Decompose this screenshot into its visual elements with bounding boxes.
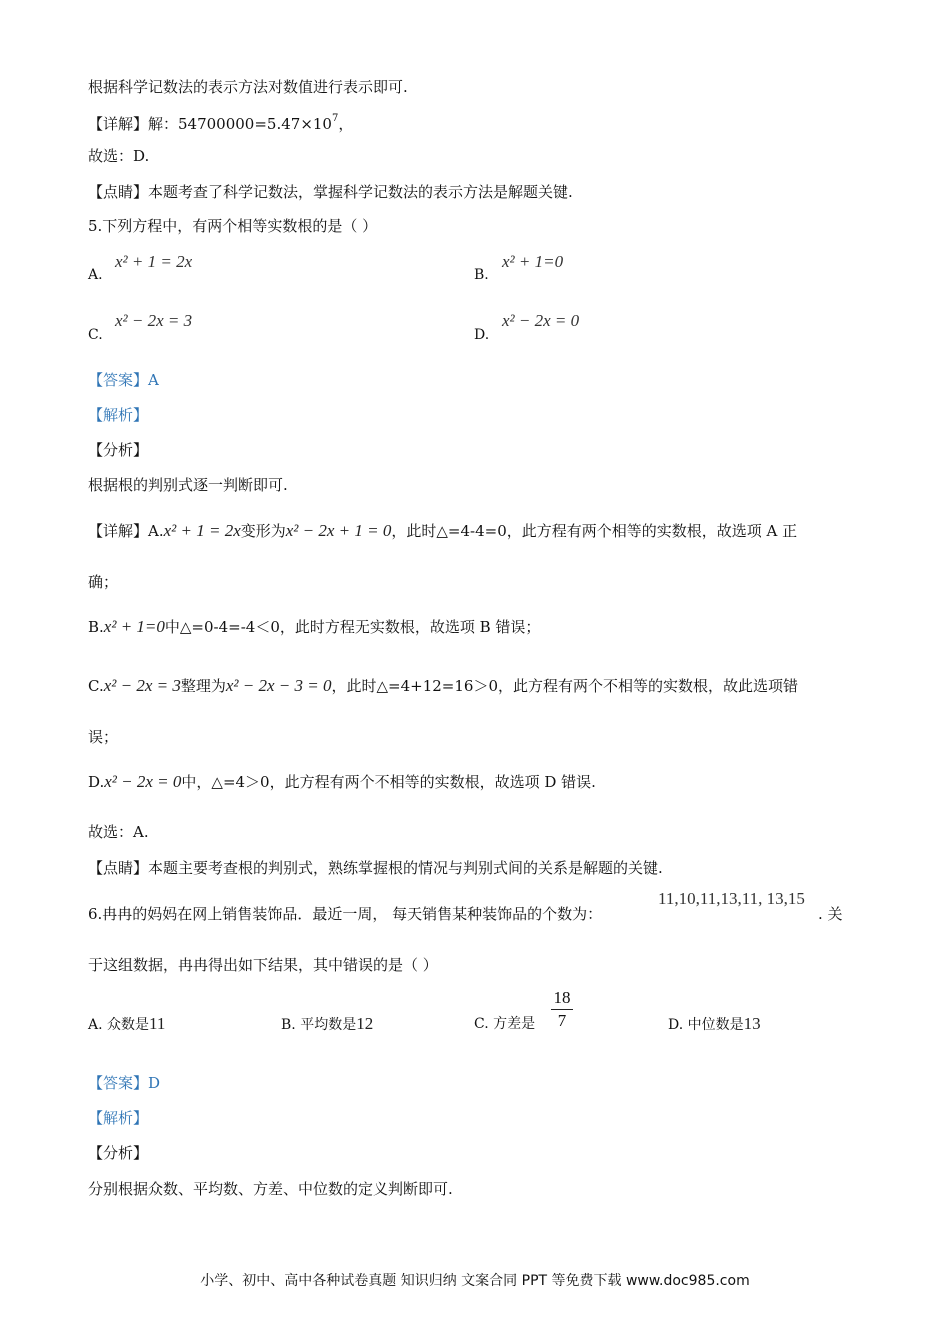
option-b-equation: x² + 1=0 bbox=[502, 252, 564, 271]
q6-stem-end: . 关 bbox=[818, 905, 843, 923]
q6-variance-fraction bbox=[551, 987, 573, 1032]
detail-c-line: C.x² − 2x = 3整理为x² − 2x − 3 = 0，此时△=4+12=16＞0，此方程有两个不相等的实数根，故此选项错 bbox=[88, 676, 798, 695]
q6-fenxi-text: 分别根据众数、平均数、方差、中位数的定义判断即可. bbox=[88, 1180, 453, 1198]
q6-analysis-label: 【解析】 bbox=[88, 1109, 149, 1127]
q6-numbers: 11,10,11,13,11, 13,15 bbox=[658, 889, 805, 908]
fenxi-text: 根据根的判别式逐一判断即可. bbox=[88, 476, 288, 494]
q6-option-d: D. 中位数是13 bbox=[668, 1014, 761, 1033]
question-5: 5.下列方程中，有两个相等实数根的是（ ） bbox=[88, 217, 378, 235]
option-c-label: C. bbox=[88, 327, 103, 343]
dianjing-q5: 【点睛】本题主要考查根的判别式，熟练掌握根的情况与判别式间的关系是解题的关键. bbox=[88, 859, 663, 877]
dianjing-line: 【点睛】本题考查了科学记数法，掌握科学记数法的表示方法是解题关键. bbox=[88, 183, 573, 201]
detail-line: 【详解】解：$54700000=5.47\times 10^7$， bbox=[88, 113, 354, 133]
q6-option-b: B. 平均数是12 bbox=[281, 1014, 374, 1033]
fenxi-label: 【分析】 bbox=[88, 441, 149, 459]
question-6: 6.冉冉的妈妈在网上销售装饰品．最近一周， 每天销售某种装饰品的个数为： bbox=[88, 905, 603, 923]
answer-label: 【答案】A bbox=[88, 371, 159, 389]
option-b-label: B. bbox=[474, 267, 489, 283]
choose-line: 故选：D. bbox=[88, 147, 150, 165]
option-a-label: A. bbox=[88, 267, 103, 283]
q6-answer-label: 【答案】D bbox=[88, 1074, 161, 1092]
option-d-label: D. bbox=[474, 327, 490, 343]
fraction-numerator: 18 bbox=[551, 987, 573, 1010]
q6-option-a: A. 众数是11 bbox=[88, 1014, 166, 1033]
q6-fenxi-label: 【分析】 bbox=[88, 1144, 149, 1162]
detail-b-line: B.x² + 1=0中△=0-4=-4＜0，此时方程无实数根，故选项 B 错误； bbox=[88, 617, 541, 636]
page-footer: 小学、初中、高中各种试卷真题 知识归纳 文案合同 PPT 等免费下载 www.doc985.com bbox=[200, 1273, 750, 1289]
detail-c-cont: 误； bbox=[88, 728, 119, 746]
analysis-text: 根据科学记数法的表示方法对数值进行表示即可. bbox=[88, 78, 408, 96]
q6-option-c: C. 方差是 bbox=[474, 1016, 536, 1032]
detail-a-line: 【详解】A.x² + 1 = 2x变形为x² − 2x + 1 = 0，此时△=4-4=0，此方程有两个相等的实数根，故选项 A 正 bbox=[88, 521, 798, 540]
analysis-label: 【解析】 bbox=[88, 406, 149, 424]
fraction-denominator: 7 bbox=[557, 1011, 567, 1030]
option-d-equation: x² − 2x = 0 bbox=[502, 311, 580, 330]
question-6-cont: 于这组数据，冉冉得出如下结果，其中错误的是（ ） bbox=[88, 956, 438, 974]
option-a-equation: x² + 1 = 2x bbox=[115, 252, 193, 271]
option-c-equation: x² − 2x = 3 bbox=[115, 311, 193, 330]
choose-a-line: 故选：A. bbox=[88, 823, 149, 841]
detail-a-cont: 确； bbox=[88, 573, 119, 591]
detail-d-line: D.x² − 2x = 0中，△=4＞0，此方程有两个不相等的实数根，故选项 D 错误. bbox=[88, 772, 596, 791]
